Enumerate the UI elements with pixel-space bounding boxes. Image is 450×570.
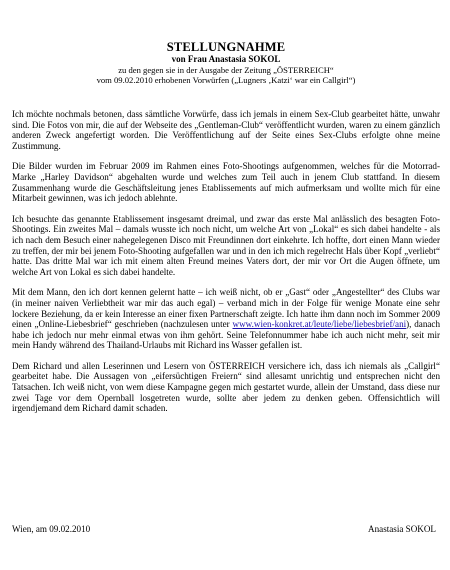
document-subtitle: von Frau Anastasia SOKOL xyxy=(171,54,281,64)
header-context-line-2: vom 09.02.2010 erhobenen Vorwürfen („Lugners ‚Katzi‘ war ein Callgirl“) xyxy=(96,75,356,85)
paragraph-2: Die Bilder wurden im Februar 2009 im Rahmen eines Foto-Shootings aufgenommen, welches für die Motorrad-Marke „Harley Davidson“ abgehalten wurde und welches zum Teil auch in jenem Club stattfand. In diesem Zusammenhang wurde die Geschäftsleitung jenes Etablissements auf mich aufmerksam und wollte mich für eine Mitarbeit gewinnen, was ich jedoch ablehnte. xyxy=(12,161,440,204)
paragraph-5: Dem Richard und allen Leserinnen und Lesern von ÖSTERREICH versichere ich, dass ich niemals als „Callgirl“ gearbeitet habe. Die Aussagen von „eifersüchtigen Freiern“ sind allesamt unrichtig und entsprechen nicht den Tatsachen. Ich weiß nicht, von wem diese Kampagne gegen mich gestartet wurde, allein der Umstand, dass diese nur zwei Tage vor dem Opernball losgetreten wurde, sollte aber jedem zu denken geben. Offensichtlich will irgendjemand dem Richard damit schaden. xyxy=(12,360,440,414)
paragraph-4 xyxy=(12,287,440,351)
signature-name: Anastasia SOKOL xyxy=(368,524,436,534)
paragraph-1: Ich möchte nochmals betonen, dass sämtliche Vorwürfe, dass ich jemals in einem Sex-Club gearbeitet hätte, unwahr sind. Die Fotos von mir, die auf der Webseite des „Gentleman-Club“ veröffentlicht wurden, waren zu einem gänzlich anderen Zweck angefertigt worden. Die Veröffentlichung auf der Seite eines Sex-Clubs erfolgte ohne meine Zustimmung. xyxy=(12,109,440,151)
document-title: STELLUNGNAHME xyxy=(166,40,286,54)
paragraph-3: Ich besuchte das genannte Etablissement insgesamt dreimal, und zwar das erste Mal anlässlich des besagten Foto-Shootings. Ein zweites Mal – damals wusste ich noch nicht, um welche Art von „Lokal“ es sich dabei handelte - als ich nach dem Besuch einer nahegelegenen Disco mit Freundinnen dort einkehrte. Ich hoffte, dort einen Mann wieder zu treffen, der mir bei jenem Foto-Shooting aufgefallen war und in den ich mich regelrecht Hals über Kopf „verliebt“ hatte. Das dritte Mal war ich mit einem alten Freund meines Vaters dort, der mir vor Ort die Augen öffnete, um welche Art von Lokal es sich dabei handelte. xyxy=(12,213,440,277)
document-header xyxy=(12,40,440,85)
liebesbrief-link[interactable]: www.wien-konkret.at/leute/liebe/liebesbrief/ani xyxy=(232,319,407,330)
paragraph-4-text-after-link: ), danach habe ich jedoch nur mehr einmal etwas von ihm gehört. Seine Telefonnummer habe ich auch nicht mehr, seit mir mein Handy während des Thailand-Urlaubs mit Richard ins Wasser gefallen ist. xyxy=(12,319,441,351)
place-and-date: Wien, am 09.02.2010 xyxy=(12,524,91,534)
document-footer xyxy=(12,524,436,534)
paragraph-4-text-before-link: Mit dem Mann, den ich dort kennen gelernt hatte – ich weiß nicht, ob er „Gast“ oder „Angestellter“ des Clubs war (in meiner naiven Verliebtheit war mir das auch egal) – verband mich in der Folge für wenige Monate eine sehr lockere Beziehung, da er kein Interesse an einer fixen Partnerschaft zeigte. Ich hatte ihm dann noch im Sommer 2009 einen „Online-Liebesbrief“ geschrieben (nachzulesen unter xyxy=(12,287,440,330)
header-context-line-1: zu den gegen sie in der Ausgabe der Zeitung „ÖSTERREICH“ xyxy=(118,65,334,75)
